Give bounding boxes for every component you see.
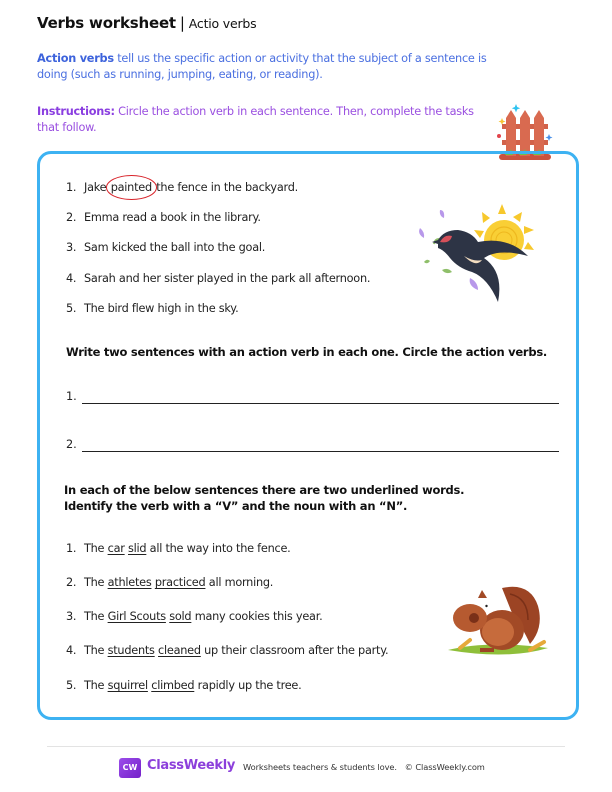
item-number: 5. (66, 302, 77, 315)
list-item (66, 644, 388, 657)
answer-rule (82, 403, 559, 404)
item-text: The (84, 576, 108, 589)
squirrel-illustration (440, 578, 560, 668)
underlined-word: Girl Scouts (107, 610, 166, 623)
worksheet-subtitle: Actio verbs (188, 16, 257, 31)
item-number: 1. (66, 542, 77, 555)
answer-line-1[interactable] (66, 390, 559, 406)
underlined-word: sold (169, 610, 192, 623)
answer-rule (82, 451, 559, 452)
underlined-word: squirrel (107, 679, 148, 692)
bird-and-sun-illustration (412, 200, 552, 305)
worksheet-title: Verbs worksheet (37, 14, 176, 32)
item-text: Emma read a book in the library. (84, 211, 261, 224)
item-number: 1. (66, 181, 77, 194)
instructions-paragraph (37, 104, 487, 136)
item-text: The bird flew high in the sky. (84, 302, 239, 315)
item-text: Sam kicked the ball into the goal. (84, 241, 266, 254)
list-item (66, 272, 370, 285)
underlined-word: students (107, 644, 155, 657)
item-text: all the way into the fence. (146, 542, 291, 555)
item-number: 2. (66, 211, 77, 224)
section2-heading: Write two sentences with an action verb in each one. Circle the action verbs. (66, 345, 548, 359)
item-number: 4. (66, 272, 77, 285)
underlined-word: athletes (107, 576, 152, 589)
item-number: 2. (66, 576, 77, 589)
underlined-word: cleaned (158, 644, 201, 657)
line-number: 1. (66, 390, 77, 403)
classweekly-logo-icon: CW (119, 758, 141, 778)
footer-tagline (243, 762, 485, 772)
underlined-word: slid (127, 542, 147, 555)
list-item (66, 241, 265, 254)
tagline-text: Worksheets teachers & students love. (243, 762, 397, 772)
list-item (66, 679, 301, 692)
item-text: many cookies this year. (191, 610, 323, 623)
item-number: 3. (66, 610, 77, 623)
section3-heading (64, 482, 464, 514)
intro-paragraph (37, 51, 507, 83)
item-text: Jake (84, 181, 110, 194)
item-text: up their classroom after the party. (200, 644, 389, 657)
section3-heading-line2: Identify the verb with a “V” and the noun with an “N”. (64, 499, 408, 513)
circled-verb: painted (110, 181, 152, 194)
list-item (66, 610, 322, 623)
section3-heading-line1: In each of the below sentences there are two underlined words. (64, 483, 465, 497)
underlined-word: car (107, 542, 125, 555)
copyright-text: © ClassWeekly.com (404, 762, 485, 772)
underlined-word: climbed (151, 679, 195, 692)
item-text: The (84, 679, 108, 692)
item-text: The (84, 610, 108, 623)
brand-name: ClassWeekly (147, 758, 236, 773)
item-text: The (84, 542, 108, 555)
instructions-text: Circle the action verb in each sentence. Then, complete the tasks that follow. (37, 105, 474, 134)
item-text: rapidly up the tree. (194, 679, 302, 692)
answer-line-2[interactable] (66, 438, 559, 454)
list-item (66, 542, 290, 555)
line-number: 2. (66, 438, 77, 451)
list-item (66, 576, 273, 589)
list-item (66, 302, 238, 315)
instructions-label: Instructions: (37, 105, 115, 118)
item-number: 5. (66, 679, 77, 692)
title-separator: | (179, 14, 185, 32)
list-item (66, 181, 298, 194)
intro-term: Action verbs (37, 52, 114, 65)
item-text: The (84, 644, 108, 657)
footer-divider (47, 746, 565, 747)
intro-text: tell us the specific action or activity that the subject of a sentence is doing (such as running, jumping, eating, or reading). (37, 52, 487, 81)
item-text: Sarah and her sister played in the park all afternoon. (84, 272, 371, 285)
item-number: 3. (66, 241, 77, 254)
list-item (66, 211, 261, 224)
item-text: the fence in the backyard. (152, 181, 298, 194)
page-title (37, 14, 256, 32)
item-text: all morning. (205, 576, 274, 589)
underlined-word: practiced (154, 576, 206, 589)
item-number: 4. (66, 644, 77, 657)
